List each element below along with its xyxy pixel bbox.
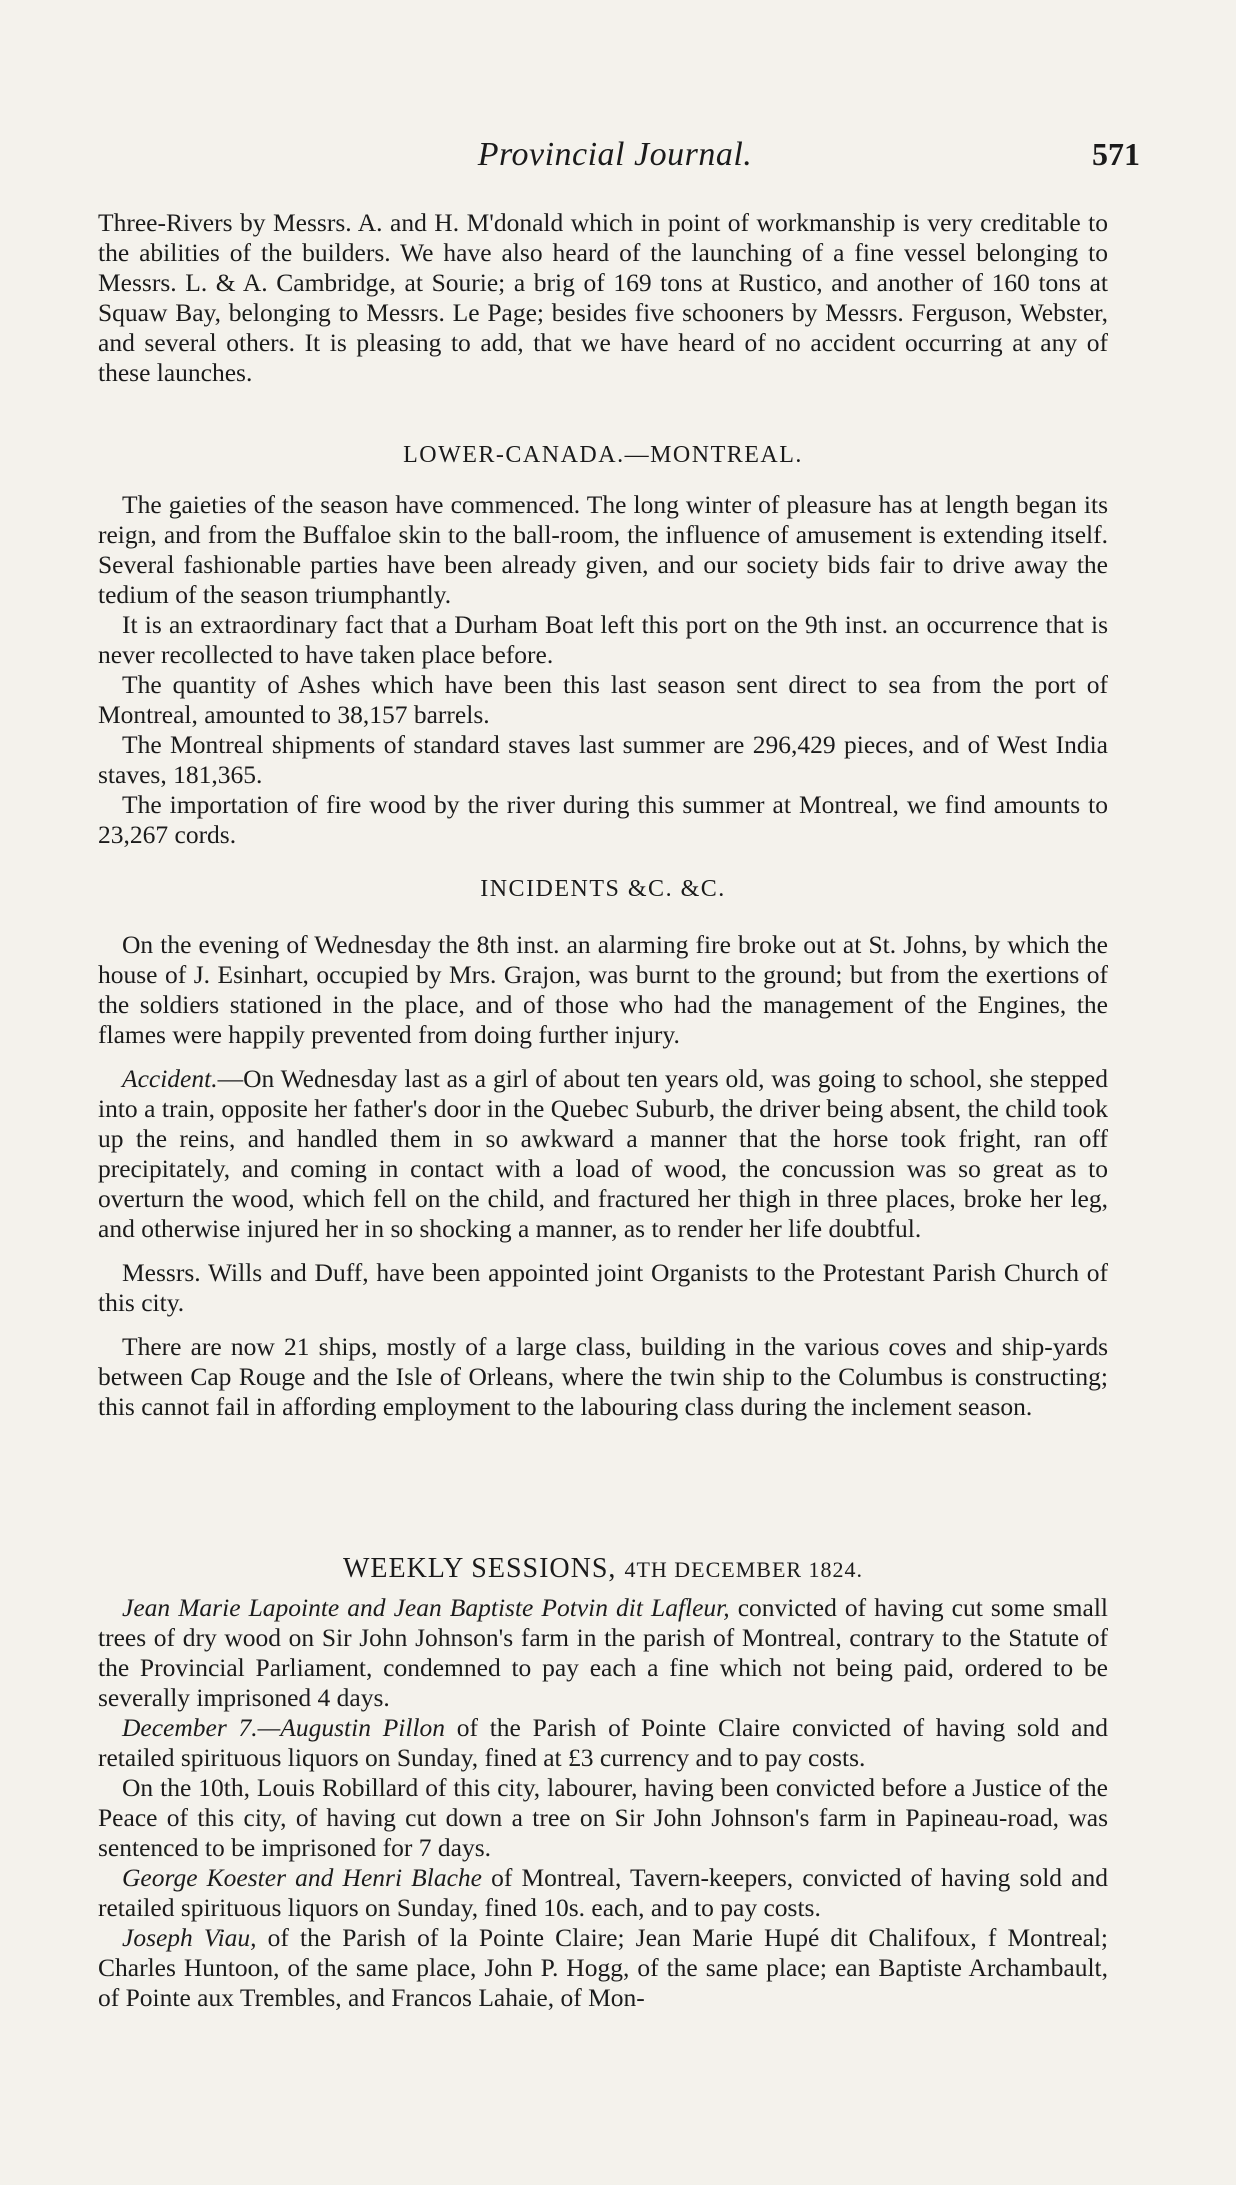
incidents-ships-paragraph: There are now 21 ships, mostly of a large class, building in the various coves and ship-yards between Cap Rouge and the Isle of Orleans, where the twin ship to the Columbus is constructing; this cannot fail in affording employment to the labouring class during the inclement season. <box>98 1332 1108 1421</box>
montreal-section <box>98 440 1108 850</box>
montreal-paragraph-staves: The Montreal shipments of standard staves last summer are 296,429 pieces, and of West India staves, 181,365. <box>98 730 1108 789</box>
opening-paragraph-block <box>98 208 1108 388</box>
sessions-entry <box>98 1923 1108 2013</box>
sessions-heading <box>98 1554 1108 1585</box>
sessions-entry <box>98 1593 1108 1713</box>
montreal-paragraph-gaieties: The gaieties of the season have commenced. The long winter of pleasure has at length began its reign, and from the Buffaloe skin to the ball-room, the influence of amusement is extending itself. Several fashionable parties have been already given, and our society bids fair to drive away the tedium of the season triumphantly. <box>98 490 1108 609</box>
sessions-entry-names: George Koester and Henri Blache <box>122 1863 482 1892</box>
incidents-fire-paragraph: On the evening of Wednesday the 8th inst. an alarming fire broke out at St. Johns, by which the house of J. Esinhart, occupied by Mrs. Grajon, was burnt to the ground; but from the exertions of the soldiers stationed in the place, and of those who had the management of the Engines, the flames were happily prevented from doing further injury. <box>98 930 1108 1049</box>
page-header <box>90 136 1140 186</box>
montreal-paragraph-fire-wood: The importation of fire wood by the river during this summer at Montreal, we find amounts to 23,267 cords. <box>98 790 1108 849</box>
incidents-heading: INCIDENTS &C. &C. <box>480 876 726 902</box>
sessions-entry-text: of Montreal, Tavern-keepers, convicted of having sold and retailed spirituous liquors on Sunday, fined 10s. each, and to pay costs. <box>98 1863 1108 1922</box>
sessions-heading-date: 4TH DECEMBER 1824. <box>624 1557 864 1582</box>
montreal-paragraph-ashes: The quantity of Ashes which have been this last season sent direct to sea from the port of Montreal, amounted to 38,157 barrels. <box>98 670 1108 729</box>
incidents-section <box>98 874 1108 1422</box>
sessions-entry <box>98 1773 1108 1863</box>
sessions-heading-main: WEEKLY SESSIONS, <box>342 1553 617 1584</box>
montreal-heading: LOWER-CANADA.—MONTREAL. <box>403 442 803 468</box>
sessions-entry <box>98 1713 1108 1773</box>
page-number: 571 <box>1092 136 1140 172</box>
incidents-accident-paragraph <box>98 1064 1108 1244</box>
accident-text: —On Wednesday last as a girl of about ten years old, was going to school, she stepped into a train, opposite her father's door in the Quebec Suburb, the driver being absent, the child took up the reins, and handled them in so awkward a manner that the horse took fright, ran off precipitately, and coming in contact with a load of wood, the concussion was so great as to overturn the wood, which fell on the child, and fractured her thigh in three places, broke her leg, and otherwise injured her in so shocking a manner, as to render her life doubtful. <box>98 1064 1108 1243</box>
opening-paragraph: Three-Rivers by Messrs. A. and H. M'donald which in point of workmanship is very creditable to the abilities of the builders. We have also heard of the launching of a fine vessel belonging to Messrs. L. & A. Cambridge, at Sourie; a brig of 169 tons at Rustico, and another of 160 tons at Squaw Bay, belonging to Messrs. Le Page; besides five schooners by Messrs. Ferguson, Webster, and several others. It is pleasing to add, that we have heard of no accident occurring at any of these launches. <box>98 208 1108 387</box>
sessions-entry-text: of the Parish of la Pointe Claire; Jean Marie Hupé dit Chalifoux, f Montreal; Charles Huntoon, of the same place, John P. Hogg, of the same place; ean Baptiste Archambault, of Pointe aux Trembles, and Francos Lahaie, of Mon- <box>98 1923 1108 2012</box>
incidents-organists-paragraph: Messrs. Wills and Duff, have been appointed joint Organists to the Protestant Parish Church of this city. <box>98 1258 1108 1317</box>
sessions-entry-names: Joseph Viau, <box>122 1923 257 1952</box>
sessions-entry-text: of the Parish of Pointe Claire convicted of having sold and retailed spirituous liquors on Sunday, fined at £3 currency and to pay costs. <box>98 1713 1108 1772</box>
sessions-entry-text: On the 10th, Louis Robillard of this city, labourer, having been convicted before a Justice of the Peace of this city, of having cut down a tree on Sir John Johnson's farm in Papineau-road, was sentenced to be imprisoned for 7 days. <box>98 1773 1108 1862</box>
sessions-entry-names: Jean Marie Lapointe and Jean Baptiste Potvin dit Lafleur, <box>122 1593 730 1622</box>
accident-label: Accident. <box>122 1064 218 1093</box>
running-title: Provincial Journal. <box>477 136 753 173</box>
montreal-paragraph-durham-boat: It is an extraordinary fact that a Durham Boat left this port on the 9th inst. an occurrence that is never recollected to have taken place before. <box>98 610 1108 669</box>
sessions-entry-text: convicted of having cut some small trees of dry wood on Sir John Johnson's farm in the parish of Montreal, contrary to the Statute of the Provincial Parliament, condemned to pay each a fine which not being paid, ordered to be severally imprisoned 4 days. <box>98 1593 1108 1712</box>
sessions-section <box>98 1554 1108 2013</box>
sessions-entry <box>98 1863 1108 1923</box>
sessions-entry-names: December 7.—Augustin Pillon <box>122 1713 446 1742</box>
